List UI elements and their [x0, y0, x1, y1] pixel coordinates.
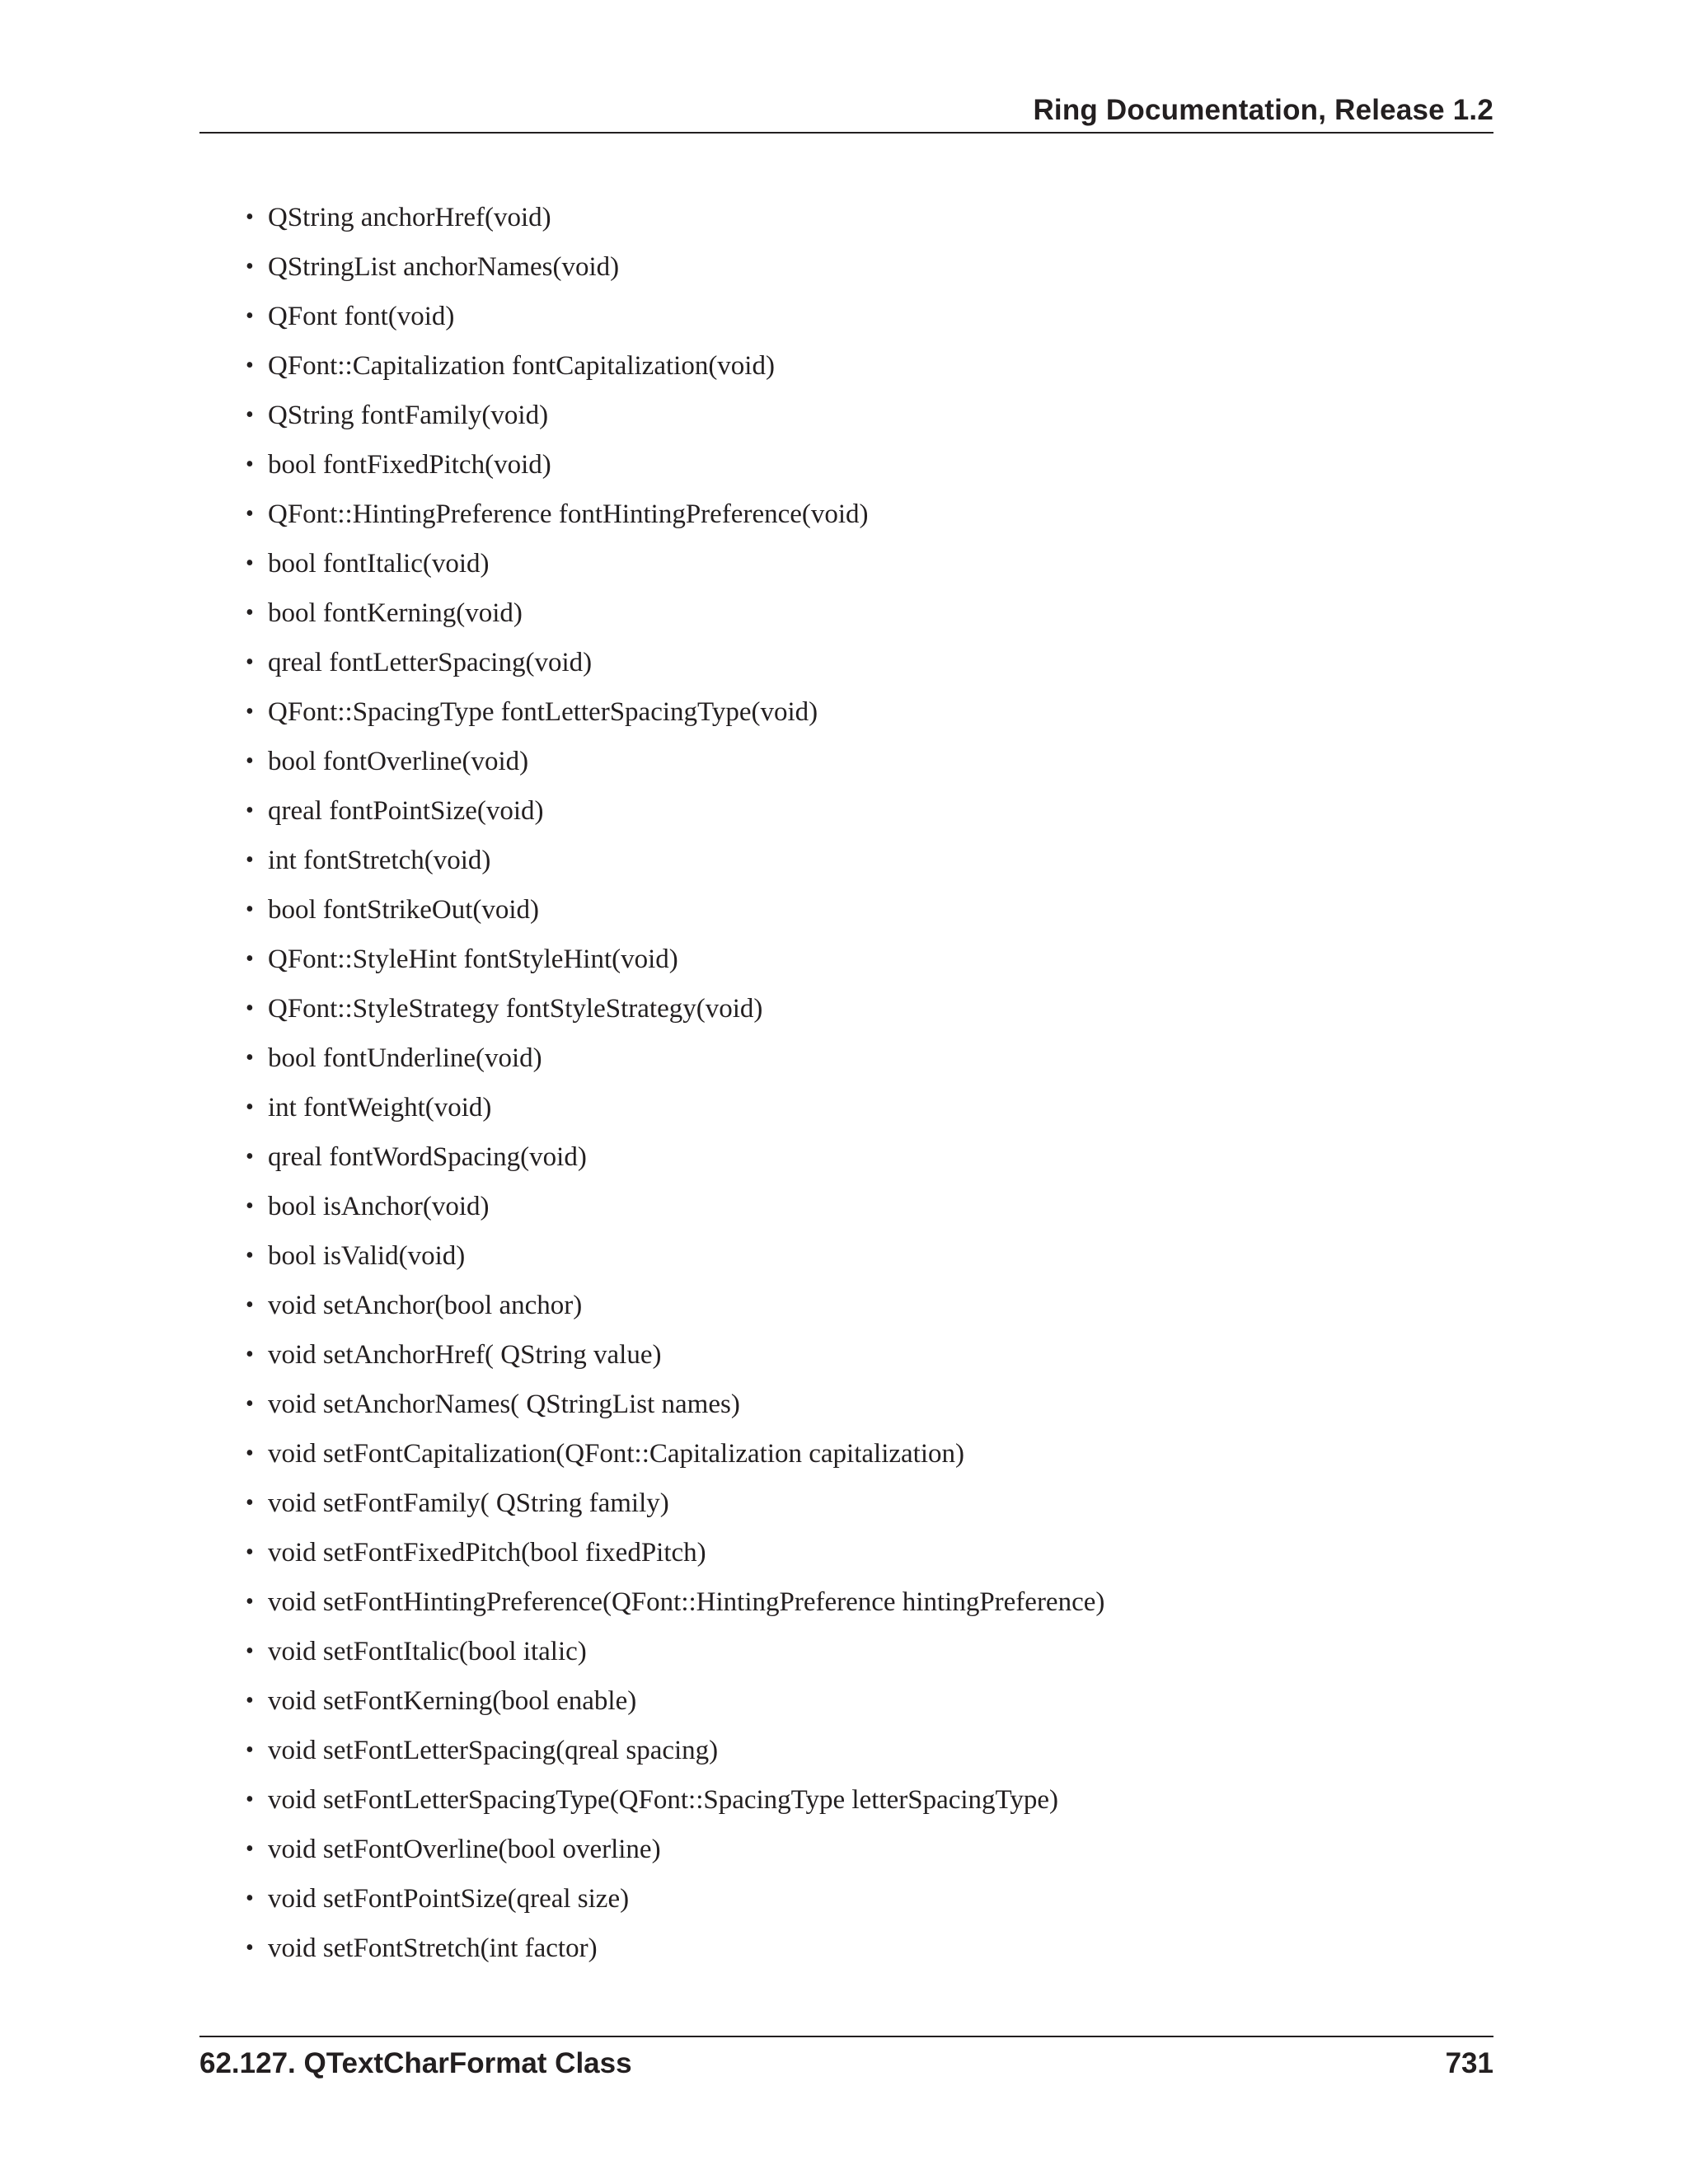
- method-signature: void setFontHintingPreference(QFont::HintingPreference hintingPreference): [268, 1587, 1105, 1617]
- method-signature: bool isAnchor(void): [268, 1192, 490, 1221]
- method-signature: void setAnchorHref( QString value): [268, 1340, 662, 1370]
- bullet-icon: •: [246, 1935, 254, 1961]
- method-signature: void setAnchorNames( QStringList names): [268, 1390, 740, 1419]
- method-signature: bool fontOverline(void): [268, 747, 529, 776]
- method-signature: void setFontLetterSpacingType(QFont::SpacingType letterSpacingType): [268, 1785, 1059, 1815]
- method-signature: void setAnchor(bool anchor): [268, 1291, 583, 1320]
- method-item: [246, 1627, 1104, 1676]
- bullet-icon: •: [246, 1737, 254, 1763]
- bullet-icon: •: [246, 1292, 254, 1318]
- method-item: [246, 935, 1104, 984]
- method-item: [246, 490, 1104, 539]
- method-signature: QFont::StyleStrategy fontStyleStrategy(void): [268, 994, 763, 1024]
- method-item: [246, 588, 1104, 638]
- method-signature: bool isValid(void): [268, 1241, 466, 1271]
- method-item: [246, 638, 1104, 687]
- bullet-icon: •: [246, 501, 254, 527]
- bullet-icon: •: [246, 1638, 254, 1664]
- bullet-icon: •: [246, 402, 254, 428]
- bullet-icon: •: [246, 1836, 254, 1862]
- bullet-icon: •: [246, 798, 254, 823]
- bullet-icon: •: [246, 946, 254, 972]
- bullet-icon: •: [246, 600, 254, 626]
- method-item: [246, 193, 1104, 242]
- bullet-icon: •: [246, 1342, 254, 1367]
- bullet-icon: •: [246, 204, 254, 230]
- method-item: [246, 836, 1104, 885]
- method-signature: QFont::StyleHint fontStyleHint(void): [268, 944, 678, 974]
- method-signature: QFont::SpacingType fontLetterSpacingType(void): [268, 697, 818, 727]
- method-item: [246, 1676, 1104, 1726]
- method-signature: void setFontItalic(bool italic): [268, 1637, 587, 1666]
- method-item: [246, 539, 1104, 588]
- method-signature: QFont::HintingPreference fontHintingPreference(void): [268, 499, 869, 529]
- method-signature: QStringList anchorNames(void): [268, 252, 620, 282]
- method-item: [246, 1775, 1104, 1825]
- method-item: [246, 1874, 1104, 1924]
- method-item: [246, 1281, 1104, 1330]
- method-signature: int fontWeight(void): [268, 1093, 492, 1122]
- method-item: [246, 737, 1104, 786]
- method-signature: qreal fontLetterSpacing(void): [268, 648, 593, 677]
- section-title: 62.127. QTextCharFormat Class: [199, 2047, 632, 2079]
- bullet-icon: •: [246, 452, 254, 477]
- bullet-icon: •: [246, 551, 254, 576]
- bullet-icon: •: [246, 1688, 254, 1713]
- method-item: [246, 440, 1104, 490]
- method-item: [246, 1924, 1104, 1973]
- bullet-icon: •: [246, 1490, 254, 1516]
- method-item: [246, 1577, 1104, 1627]
- bullet-icon: •: [246, 1243, 254, 1268]
- bullet-icon: •: [246, 897, 254, 922]
- method-signature: QFont::Capitalization fontCapitalization(void): [268, 351, 775, 381]
- bullet-icon: •: [246, 1391, 254, 1417]
- method-item: [246, 1330, 1104, 1380]
- method-item: [246, 1825, 1104, 1874]
- method-signature: qreal fontWordSpacing(void): [268, 1142, 587, 1172]
- method-item: [246, 786, 1104, 836]
- method-item: [246, 341, 1104, 391]
- bullet-icon: •: [246, 1144, 254, 1169]
- method-signature: bool fontKerning(void): [268, 598, 523, 628]
- page-header: [199, 89, 1493, 134]
- method-item: [246, 242, 1104, 292]
- method-signature: bool fontUnderline(void): [268, 1043, 542, 1073]
- method-item: [246, 1380, 1104, 1429]
- method-signature: QString fontFamily(void): [268, 401, 549, 430]
- method-item: [246, 1429, 1104, 1479]
- method-item: [246, 391, 1104, 440]
- bullet-icon: •: [246, 1540, 254, 1565]
- method-signature: qreal fontPointSize(void): [268, 796, 544, 826]
- bullet-icon: •: [246, 353, 254, 378]
- method-signature: void setFontStretch(int factor): [268, 1933, 598, 1963]
- method-item: [246, 687, 1104, 737]
- document-title: Ring Documentation, Release 1.2: [1033, 94, 1493, 126]
- bullet-icon: •: [246, 1886, 254, 1911]
- bullet-icon: •: [246, 1441, 254, 1466]
- method-signature: void setFontKerning(bool enable): [268, 1686, 637, 1716]
- bullet-icon: •: [246, 847, 254, 873]
- bullet-icon: •: [246, 996, 254, 1021]
- method-list: [246, 193, 1104, 1973]
- method-item: [246, 1231, 1104, 1281]
- method-item: [246, 1726, 1104, 1775]
- method-signature: bool fontItalic(void): [268, 549, 490, 579]
- method-signature: QString anchorHref(void): [268, 203, 551, 232]
- method-signature: bool fontFixedPitch(void): [268, 450, 551, 480]
- bullet-icon: •: [246, 748, 254, 774]
- method-signature: void setFontLetterSpacing(qreal spacing): [268, 1736, 719, 1765]
- bullet-icon: •: [246, 1193, 254, 1219]
- method-item: [246, 984, 1104, 1033]
- method-signature: QFont font(void): [268, 302, 455, 331]
- bullet-icon: •: [246, 303, 254, 329]
- bullet-icon: •: [246, 254, 254, 279]
- method-signature: void setFontCapitalization(QFont::Capitalization capitalization): [268, 1439, 964, 1469]
- page-footer: [199, 2036, 1493, 2080]
- method-item: [246, 1528, 1104, 1577]
- method-signature: int fontStretch(void): [268, 846, 491, 875]
- page-number: 731: [1445, 2047, 1493, 2079]
- bullet-icon: •: [246, 1589, 254, 1615]
- bullet-icon: •: [246, 1094, 254, 1120]
- method-item: [246, 1132, 1104, 1182]
- method-signature: void setFontFamily( QString family): [268, 1488, 669, 1518]
- method-item: [246, 1083, 1104, 1132]
- bullet-icon: •: [246, 1045, 254, 1071]
- method-signature: bool fontStrikeOut(void): [268, 895, 540, 925]
- method-item: [246, 1033, 1104, 1083]
- method-signature: void setFontOverline(bool overline): [268, 1835, 661, 1864]
- method-signature: void setFontFixedPitch(bool fixedPitch): [268, 1538, 706, 1568]
- method-item: [246, 292, 1104, 341]
- bullet-icon: •: [246, 649, 254, 675]
- method-item: [246, 1479, 1104, 1528]
- bullet-icon: •: [246, 1787, 254, 1812]
- method-item: [246, 885, 1104, 935]
- method-signature: void setFontPointSize(qreal size): [268, 1884, 630, 1914]
- bullet-icon: •: [246, 699, 254, 724]
- method-item: [246, 1182, 1104, 1231]
